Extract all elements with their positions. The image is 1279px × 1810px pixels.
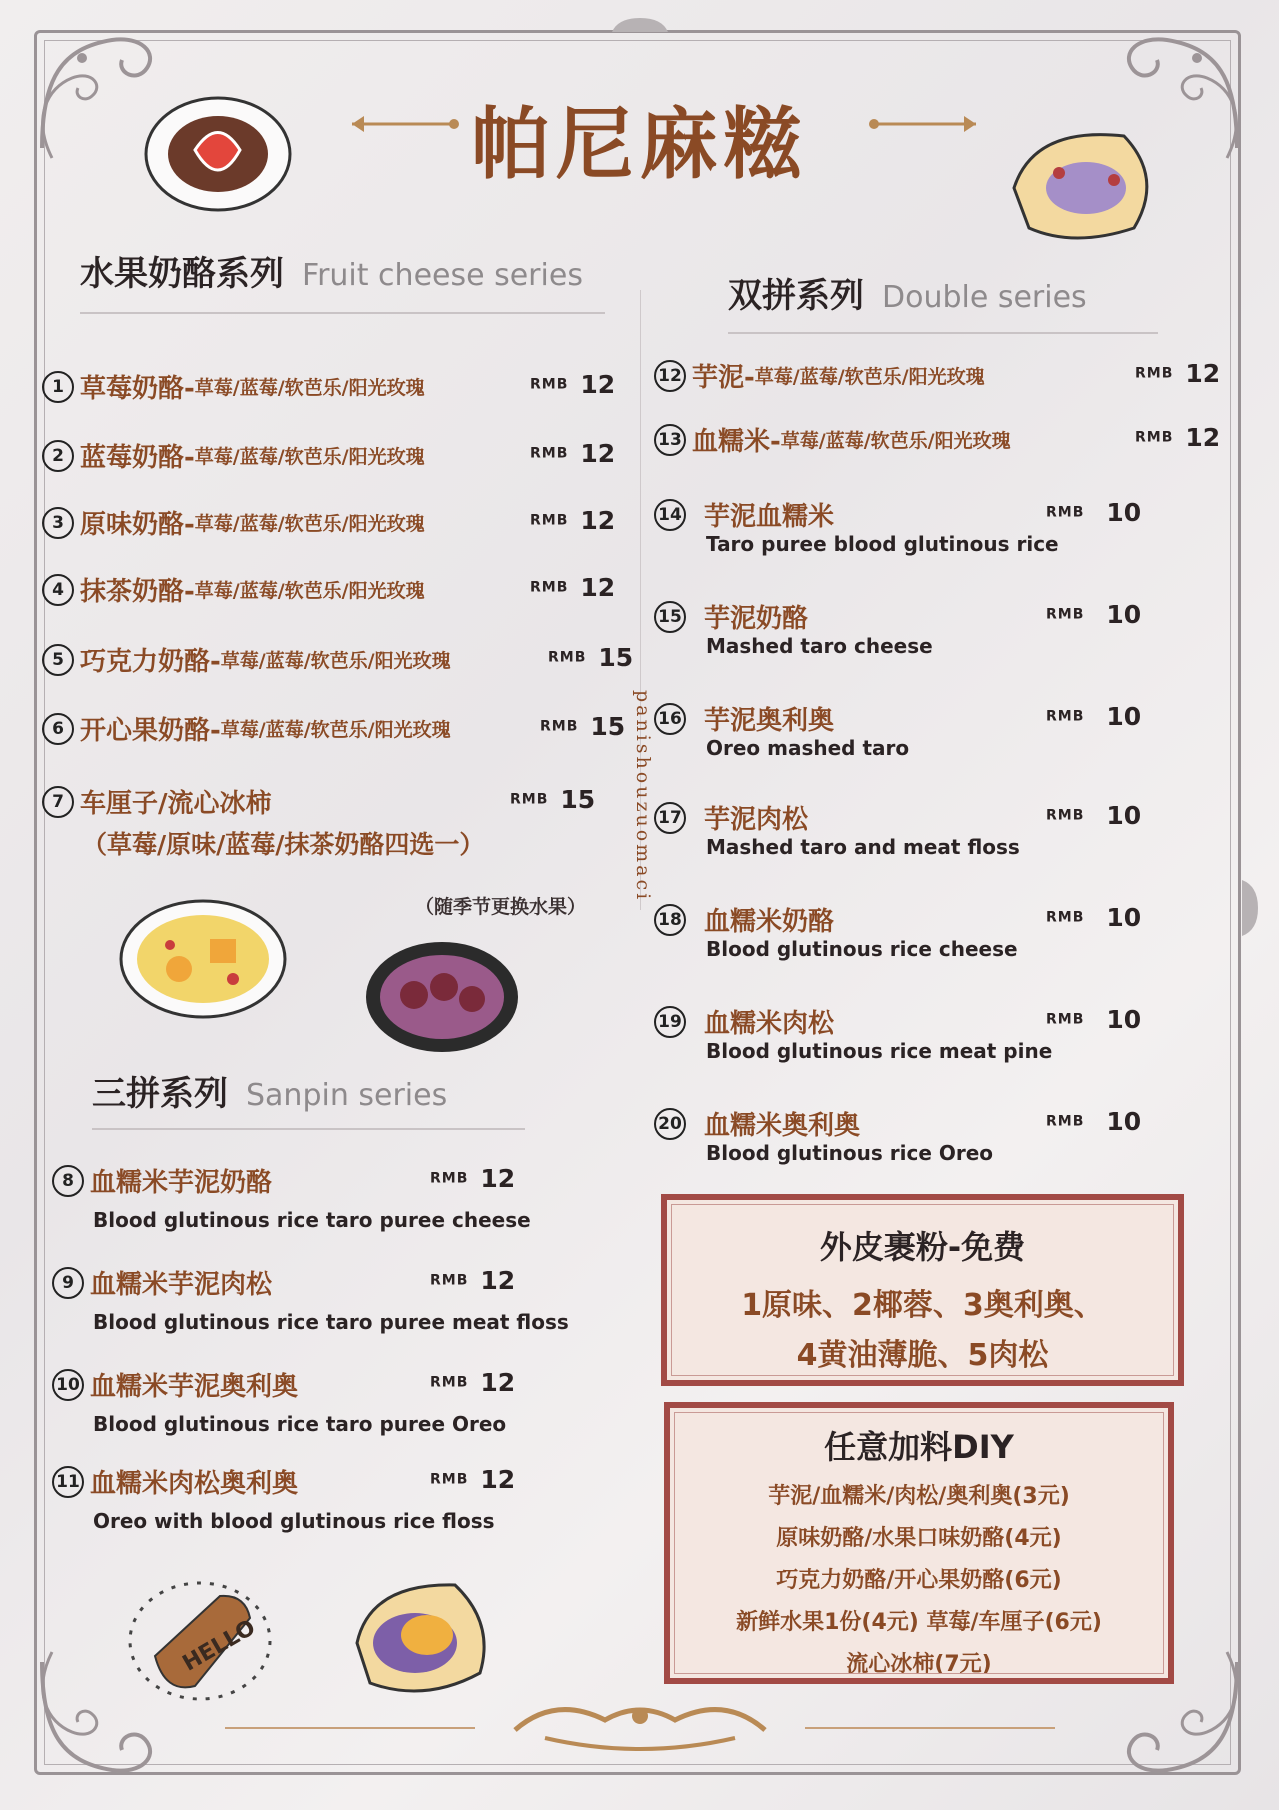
double-item	[654, 496, 834, 533]
page-title: 帕尼麻糍	[471, 99, 808, 190]
double-section-title-en: Double series	[882, 280, 1087, 315]
price-value: 10	[1106, 801, 1142, 830]
item-options: 草莓/蓝莓/软芭乐/阳光玫瑰	[220, 719, 451, 741]
price-currency: RMB	[1046, 1011, 1085, 1028]
item-english-name: Mashed taro and meat floss	[706, 835, 1020, 859]
double-item	[654, 901, 834, 938]
price-currency: RMB	[1135, 365, 1174, 382]
diy-box-line-5: 流心冰柿(7元)	[846, 1652, 992, 1677]
fruit-section-title-cn: 水果奶酪系列	[80, 254, 284, 294]
title-right-ornament-icon	[868, 112, 978, 136]
item-name: 芋泥-	[692, 363, 755, 393]
price-currency: RMB	[1046, 708, 1085, 725]
price-value: 12	[1185, 423, 1221, 452]
price-value: 12	[580, 370, 616, 399]
price-tag	[430, 1465, 515, 1494]
item-name: 巧克力奶酪-	[80, 647, 221, 677]
item-name: 血糯米肉松奥利奥	[90, 1469, 299, 1499]
price-value: 15	[560, 785, 596, 814]
price-tag	[1046, 702, 1141, 731]
price-value: 10	[1106, 1005, 1142, 1034]
item-number: 20	[654, 1108, 686, 1140]
price-tag	[430, 1368, 515, 1397]
taro-mochi-image	[1004, 118, 1159, 248]
item-name: 开心果奶酪-	[80, 716, 221, 746]
diy-box-line-1: 芋泥/血糯米/肉松/奥利奥(3元)	[768, 1484, 1070, 1509]
price-value: 12	[580, 439, 616, 468]
item-number: 14	[654, 499, 686, 531]
item-name: 草莓奶酪-	[80, 374, 195, 404]
double-item	[654, 700, 834, 737]
price-tag	[1135, 423, 1220, 452]
price-currency: RMB	[1046, 504, 1085, 521]
side-tab-icon	[1242, 880, 1258, 936]
item-number: 7	[42, 786, 74, 818]
item-name: 芋泥肉松	[704, 805, 809, 835]
price-tag	[530, 506, 615, 535]
price-value: 10	[1106, 903, 1142, 932]
item-options: 草莓/蓝莓/软芭乐/阳光玫瑰	[780, 430, 1011, 452]
hello-sticker-image	[125, 1576, 275, 1706]
sanpin-section-title-cn: 三拼系列	[92, 1074, 228, 1114]
item-name: 原味奶酪-	[80, 510, 195, 540]
price-tag	[1046, 1107, 1141, 1136]
price-currency: RMB	[1046, 1113, 1085, 1130]
coating-box	[661, 1194, 1184, 1386]
item-english-name: Blood glutinous rice meat pine	[706, 1039, 1053, 1063]
price-currency: RMB	[430, 1374, 469, 1391]
item-number: 8	[52, 1165, 84, 1197]
double-item	[654, 357, 985, 394]
price-currency: RMB	[540, 718, 579, 735]
item-english-name: Oreo mashed taro	[706, 736, 910, 760]
price-tag	[1046, 498, 1141, 527]
item-options: 草莓/蓝莓/软芭乐/阳光玫瑰	[194, 580, 425, 602]
item-number: 12	[654, 360, 686, 392]
item-name: 血糯米芋泥肉松	[90, 1270, 273, 1300]
fruit-section-title-en: Fruit cheese series	[302, 258, 583, 293]
item-number: 5	[42, 644, 74, 676]
diy-box-title: 任意加料DIY	[824, 1428, 1014, 1466]
price-value: 12	[580, 506, 616, 535]
item-options: 草莓/蓝莓/软芭乐/阳光玫瑰	[754, 366, 985, 388]
item-name: 蓝莓奶酪-	[80, 443, 195, 473]
item-english-name: Blood glutinous rice Oreo	[706, 1141, 994, 1165]
top-tab-icon	[612, 18, 668, 32]
hello-sticker-text: HELLO	[178, 1615, 260, 1677]
price-value: 12	[480, 1368, 516, 1397]
item-name: 血糯米-	[692, 427, 781, 457]
bottom-ornament-icon	[215, 1690, 1065, 1760]
price-currency: RMB	[530, 376, 569, 393]
item-name: 血糯米肉松	[704, 1009, 835, 1039]
item-number: 4	[42, 574, 74, 606]
price-currency: RMB	[1046, 807, 1085, 824]
fruit-item	[42, 710, 451, 747]
fruit-item	[42, 504, 425, 541]
brand-vertical-text: panishouzuomaci	[632, 690, 654, 903]
price-tag	[530, 439, 615, 468]
strawberry-mochi-image	[140, 90, 295, 215]
price-currency: RMB	[1135, 429, 1174, 446]
fruit-item	[42, 368, 425, 405]
sanpin-item	[52, 1162, 272, 1199]
item-options: （草莓/原味/蓝莓/抹茶奶酪四选一）	[82, 830, 485, 859]
price-tag	[540, 712, 625, 741]
price-value: 12	[1185, 359, 1221, 388]
diy-box-line-4: 新鲜水果1份(4元) 草莓/车厘子(6元)	[736, 1610, 1102, 1635]
title-left-ornament-icon	[350, 112, 460, 136]
item-name: 血糯米奶酪	[704, 907, 835, 937]
price-value: 10	[1106, 702, 1142, 731]
item-name: 抹茶奶酪-	[80, 577, 195, 607]
item-number: 10	[52, 1369, 84, 1401]
price-tag	[1046, 600, 1141, 629]
item-number: 2	[42, 440, 74, 472]
price-value: 10	[1106, 600, 1142, 629]
price-value: 12	[580, 573, 616, 602]
item-number: 16	[654, 703, 686, 735]
price-currency: RMB	[548, 649, 587, 666]
fruit-item	[42, 437, 425, 474]
double-item	[654, 421, 1011, 458]
sanpin-section-header	[92, 1066, 447, 1115]
sanpin-section-divider	[92, 1128, 525, 1130]
diy-box-line-2: 原味奶酪/水果口味奶酪(4元)	[776, 1526, 1062, 1551]
item-english-name: Blood glutinous rice cheese	[706, 937, 1018, 961]
double-section-title-cn: 双拼系列	[728, 276, 864, 316]
sanpin-item	[52, 1463, 298, 1500]
price-tag	[1046, 1005, 1141, 1034]
coating-box-inner-border	[671, 1204, 1174, 1376]
item-name: 血糯米奥利奥	[704, 1111, 861, 1141]
diy-box-inner-border	[674, 1412, 1164, 1674]
sanpin-section-title-en: Sanpin series	[246, 1078, 448, 1113]
price-currency: RMB	[530, 445, 569, 462]
item-english-name: Blood glutinous rice taro puree meat floss	[93, 1310, 569, 1334]
item-name: 芋泥奥利奥	[704, 706, 835, 736]
price-tag	[530, 573, 615, 602]
fruit-item	[42, 571, 425, 608]
item-english-name: Mashed taro cheese	[706, 634, 933, 658]
item-number: 18	[654, 904, 686, 936]
price-currency: RMB	[530, 512, 569, 529]
double-item	[654, 799, 808, 836]
item-number: 13	[654, 424, 686, 456]
double-section-divider	[728, 332, 1158, 334]
item-options: 草莓/蓝莓/软芭乐/阳光玫瑰	[194, 513, 425, 535]
price-value: 15	[590, 712, 626, 741]
price-currency: RMB	[1046, 909, 1085, 926]
coating-box-line-1: 1原味、2椰蓉、3奥利奥、	[741, 1288, 1104, 1323]
price-value: 12	[480, 1164, 516, 1193]
price-currency: RMB	[530, 579, 569, 596]
fruit-item	[42, 783, 272, 820]
item-number: 17	[654, 802, 686, 834]
price-currency: RMB	[510, 791, 549, 808]
price-value: 12	[480, 1266, 516, 1295]
price-tag	[1046, 903, 1141, 932]
item-english-name: Blood glutinous rice taro puree Oreo	[93, 1412, 507, 1436]
item-number: 6	[42, 713, 74, 745]
item-options: 草莓/蓝莓/软芭乐/阳光玫瑰	[194, 446, 425, 468]
item-number: 11	[52, 1466, 84, 1498]
price-value: 15	[598, 643, 634, 672]
item-name: 血糯米芋泥奶酪	[90, 1168, 273, 1198]
item-number: 9	[52, 1267, 84, 1299]
seasonal-note: （随季节更换水果）	[415, 896, 587, 918]
diy-box-line-3: 巧克力奶酪/开心果奶酪(6元)	[776, 1568, 1062, 1593]
item-name: 芋泥血糯米	[704, 502, 835, 532]
double-item	[654, 598, 808, 635]
price-value: 10	[1106, 1107, 1142, 1136]
double-item	[654, 1105, 860, 1142]
price-tag	[1046, 801, 1141, 830]
coating-box-title: 外皮裹粉-免费	[819, 1228, 1026, 1266]
item-number: 1	[42, 371, 74, 403]
price-tag	[430, 1266, 515, 1295]
price-currency: RMB	[1046, 606, 1085, 623]
sanpin-item	[52, 1366, 298, 1403]
diy-box	[664, 1402, 1174, 1684]
item-number: 3	[42, 507, 74, 539]
item-english-name: Taro puree blood glutinous rice	[706, 532, 1059, 556]
item-english-name: Blood glutinous rice taro puree cheese	[93, 1208, 531, 1232]
sanpin-item	[52, 1264, 272, 1301]
fruit-bowl-image	[115, 893, 290, 1023]
price-tag	[530, 370, 615, 399]
fruit-section-divider	[80, 312, 605, 314]
fruit-section-header	[80, 246, 583, 295]
purple-mochi-bowl-image	[362, 937, 522, 1057]
double-item	[654, 1003, 834, 1040]
price-currency: RMB	[430, 1170, 469, 1187]
fruit-item	[42, 641, 451, 678]
price-value: 12	[480, 1465, 516, 1494]
price-value: 10	[1106, 498, 1142, 527]
price-currency: RMB	[430, 1471, 469, 1488]
item-name: 血糯米芋泥奥利奥	[90, 1372, 299, 1402]
price-tag	[1135, 359, 1220, 388]
double-section-header	[728, 268, 1087, 317]
coating-box-line-2: 4黄油薄脆、5肉松	[796, 1338, 1049, 1373]
item-name: 芋泥奶酪	[704, 604, 809, 634]
item-options: 草莓/蓝莓/软芭乐/阳光玫瑰	[194, 377, 425, 399]
price-tag	[430, 1164, 515, 1193]
item-options: 草莓/蓝莓/软芭乐/阳光玫瑰	[220, 650, 451, 672]
price-tag	[548, 643, 633, 672]
egg-yolk-mochi-image	[345, 1573, 500, 1703]
item-number: 19	[654, 1006, 686, 1038]
item-number: 15	[654, 601, 686, 633]
price-currency: RMB	[430, 1272, 469, 1289]
item-english-name: Oreo with blood glutinous rice floss	[93, 1509, 495, 1533]
price-tag	[510, 785, 595, 814]
item-name: 车厘子/流心冰柿	[80, 789, 272, 819]
